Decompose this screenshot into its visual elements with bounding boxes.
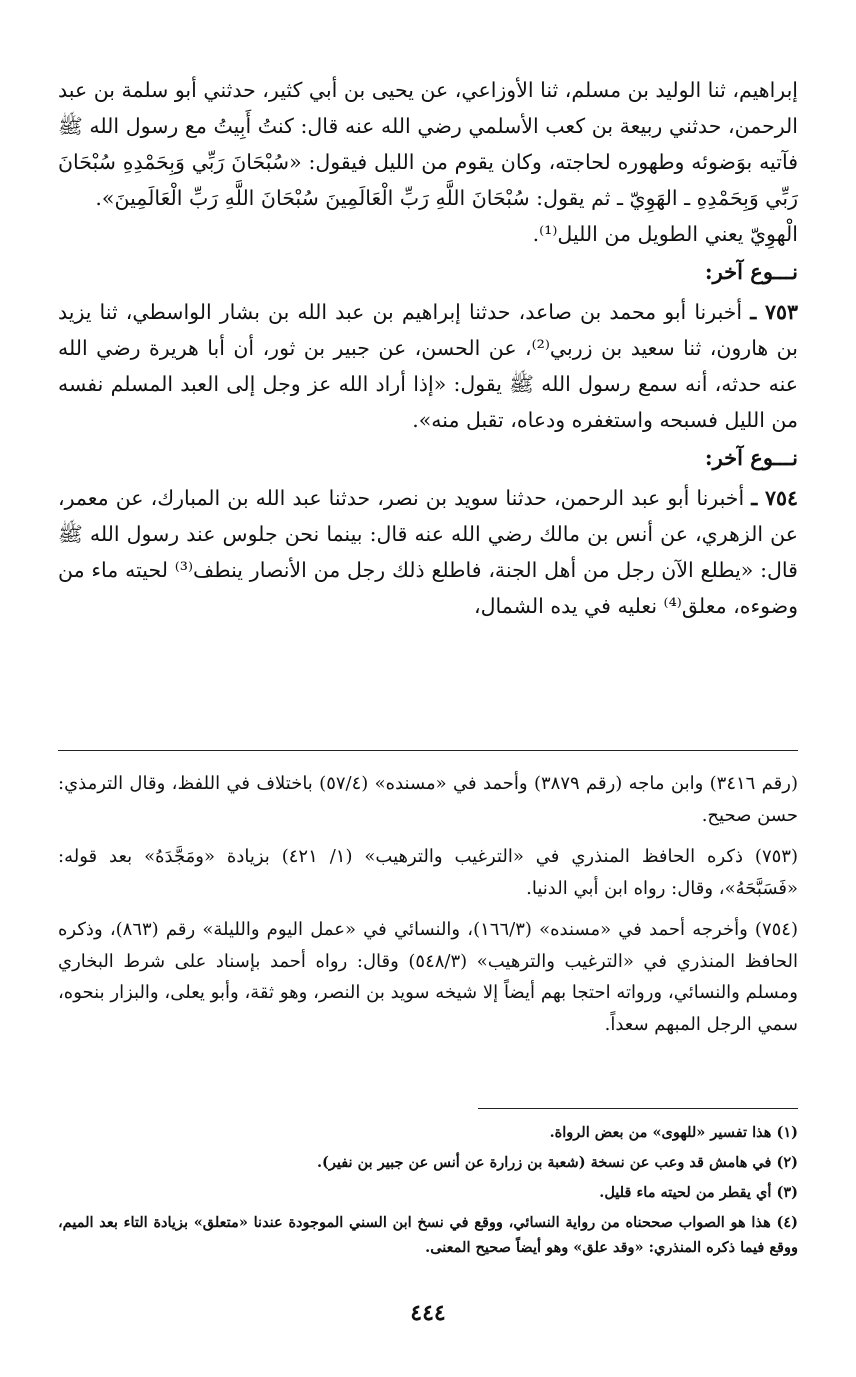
footnote-divider: [478, 1108, 798, 1109]
note-item: (٧٥٣) ذكره الحافظ المنذري في «الترغيب والترهيب» (١/ ٤٢١) بزيادة «ومَجَّدَهُ» بعد قوله: «فَسَبَّحَهُ»، وقال: رواه ابن أبي الدنيا.: [58, 846, 798, 899]
footnote-item: (٤) هذا هو الصواب صححناه من رواية النسائي، ووقع في نسخ ابن السني الموجودة عندنا «متعلق» بزيادة التاء بعد الميم، ووقع فيما ذكره المنذري: «وقد علق» وهو أيضاً صحيح المعنى.: [58, 1214, 798, 1256]
main-text: [58, 72, 798, 624]
footnote-item: (٢) في هامش قد وعب عن نسخة (شعبة بن زرارة عن أنس عن جبير بن نفير).: [316, 1154, 798, 1171]
note-item: (رقم ٣٤١٦) وابن ماجه (رقم ٣٨٧٩) وأحمد في «مسنده» (٥٧/٤) باختلاف في اللفظ، وقال الترمذي: حسن صحيح.: [58, 773, 798, 826]
section-heading: نـــوع آخر:: [704, 259, 798, 284]
hadith-paragraph-continued: إبراهيم، ثنا الوليد بن مسلم، ثنا الأوزاعي، عن يحيى بن أبي كثير، حدثني أبو سلمة بن عبد الرحمن، حدثني ربيعة بن كعب الأسلمي رضي الله عنه قال: كنتُ أَبِيتُ مع رسول الله ﷺ فآتيه بوَضوئه وطهوره لحاجته، وكان يقوم من الليل فيقول: «سُبْحَانَ رَبِّي وَبِحَمْدِهِ سُبْحَانَ رَبِّي وَبِحَمْدِهِ ـ الهَوِيّ ـ ثم يقول: سُبْحَانَ اللَّهِ رَبِّ الْعَالَمِينَ سُبْحَانَ اللَّهِ رَبِّ الْعَالَمِينَ».: [58, 78, 798, 210]
hadith-number: ٧٥٤ ـ: [751, 486, 798, 510]
hadith-753: [58, 294, 798, 438]
notes-divider: [58, 750, 798, 751]
footnote-item: (١) هذا تفسير «للهوى» من بعض الرواة.: [549, 1124, 798, 1141]
note-item: (٧٥٤) وأخرجه أحمد في «مسنده» (١٦٦/٣)، والنسائي في «عمل اليوم والليلة» رقم (٨٦٣)، وذكره الحافظ المنذري في «الترغيب والترهيب» (٥٤٨/٣) وقال: رواه أحمد بإسناد على شرط البخاري ومسلم والنسائي، ورواته احتجا بهم أيضاً إلا شيخه سويد بن النصر، وهو ثقة، وأبو يعلى، والبزار بنحوه، سمي الرجل المبهم سعداً.: [58, 919, 799, 1035]
hadith-754: [58, 480, 798, 624]
footnotes: [58, 1120, 798, 1265]
hadith-number: ٧٥٣ ـ: [750, 300, 798, 324]
page-number: ٤٤٤: [410, 1300, 446, 1326]
footnote-item: (٣) أي يقطر من لحيته ماء قليل.: [599, 1184, 798, 1201]
explanation-paragraph: الْهوِيّ يعني الطويل من الليل⁽¹⁾.: [532, 222, 798, 246]
hadith-text: أخبرنا أبو محمد بن صاعد، حدثنا إبراهيم بن عبد الله بن بشار الواسطي، ثنا يزيد بن هارون، ثنا سعيد بن زربي⁽²⁾، عن الحسن، عن جبير بن ثور، أن أبا هريرة رضي الله عنه حدثه، أنه سمع رسول الله ﷺ يقول: «إذا أراد الله عز وجل إلى العبد المسلم نفسه من الليل فسبحه واستغفره ودعاه، تقبل منه».: [58, 300, 798, 432]
hadith-text: أخبرنا أبو عبد الرحمن، حدثنا سويد بن نصر، حدثنا عبد الله بن المبارك، عن معمر، عن الزهري، عن أنس بن مالك رضي الله عنه قال: بينما نحن جلوس عند رسول الله ﷺ قال: «يطلع الآن رجل من أهل الجنة، فاطلع ذلك رجل من الأنصار ينطف⁽³⁾ لحيته ماء من وضوءه، معلق⁽⁴⁾ نعليه في يده الشمال،: [58, 486, 798, 618]
section-heading: نـــوع آخر:: [704, 445, 798, 470]
takhrij-notes: [58, 768, 798, 1050]
